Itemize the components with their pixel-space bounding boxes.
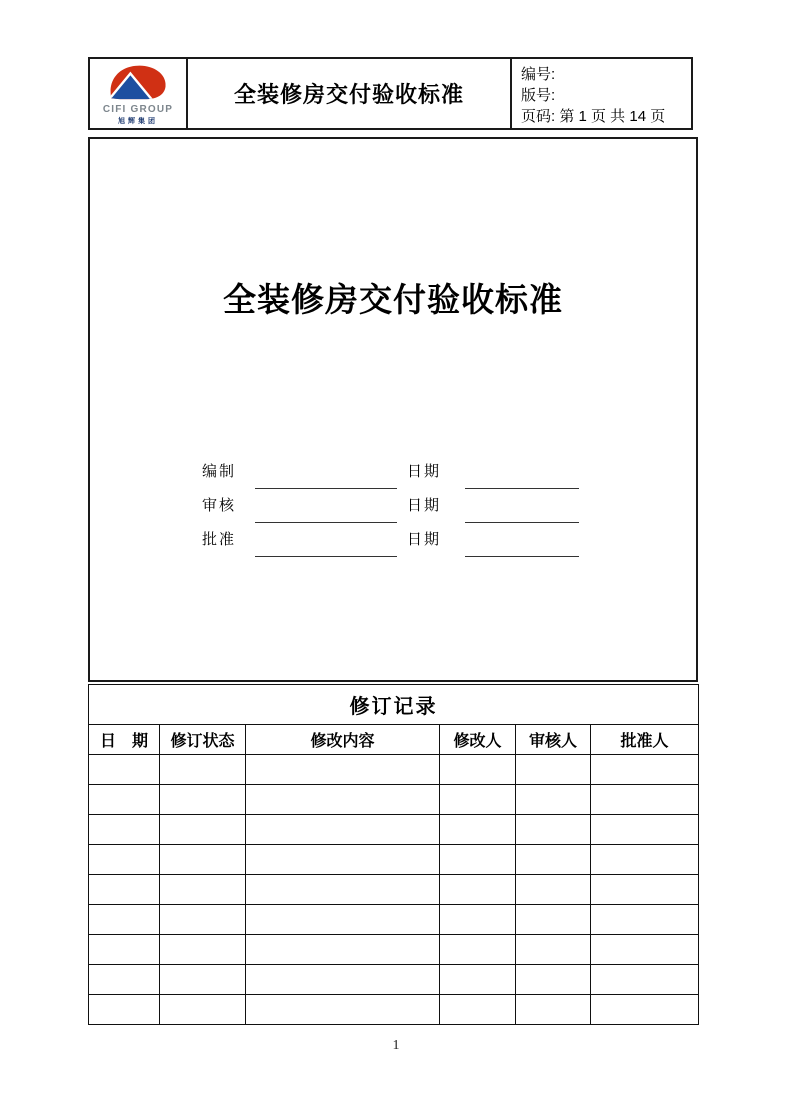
signature-blank-line xyxy=(255,497,397,523)
revision-record-table xyxy=(88,684,699,1025)
revision-empty-cell xyxy=(591,755,699,785)
revision-empty-cell xyxy=(89,785,160,815)
revision-empty-cell xyxy=(160,815,246,845)
revision-empty-cell xyxy=(246,755,440,785)
revision-empty-cell xyxy=(160,875,246,905)
revision-empty-row xyxy=(89,995,699,1025)
revision-table-header-row xyxy=(89,725,699,755)
logo-group-name: CIFI GROUP xyxy=(102,104,174,115)
revision-empty-cell xyxy=(89,905,160,935)
header-info-cell xyxy=(510,59,691,128)
revision-empty-cell xyxy=(246,995,440,1025)
revision-empty-cell xyxy=(89,875,160,905)
column-header-reviewer: 审核人 xyxy=(516,725,591,755)
revision-empty-cell xyxy=(440,845,516,875)
logo-company-name: 旭辉集团 xyxy=(118,118,158,125)
revision-empty-cell xyxy=(440,785,516,815)
revision-empty-cell xyxy=(591,815,699,845)
revision-empty-cell xyxy=(89,965,160,995)
revision-empty-cell xyxy=(160,965,246,995)
revision-empty-cell xyxy=(440,965,516,995)
revision-empty-cell xyxy=(440,755,516,785)
revision-empty-cell xyxy=(160,905,246,935)
revision-empty-cell xyxy=(591,905,699,935)
revision-empty-cell xyxy=(591,965,699,995)
revision-empty-cell xyxy=(160,785,246,815)
revision-empty-row xyxy=(89,815,699,845)
revision-empty-cell xyxy=(89,995,160,1025)
column-header-modifier: 修改人 xyxy=(440,725,516,755)
revision-empty-cell xyxy=(246,965,440,995)
signoff-block xyxy=(202,463,582,565)
revision-empty-cell xyxy=(516,875,591,905)
document-header xyxy=(88,57,693,130)
revision-empty-cell xyxy=(516,965,591,995)
revision-empty-row xyxy=(89,845,699,875)
revision-empty-cell xyxy=(89,755,160,785)
signoff-role-label: 审核 xyxy=(202,498,237,514)
header-document-title: 全装修房交付验收标准 xyxy=(233,82,464,107)
revision-empty-cell xyxy=(246,905,440,935)
signoff-role-label: 编制 xyxy=(202,464,237,480)
logo-cell xyxy=(90,59,188,128)
revision-empty-cell xyxy=(89,815,160,845)
column-header-revision-status: 修订状态 xyxy=(160,725,246,755)
page-number: 1 xyxy=(392,1038,400,1053)
revision-empty-cell xyxy=(160,845,246,875)
cover-title: 全装修房交付验收标准 xyxy=(223,281,563,318)
revision-empty-cell xyxy=(89,935,160,965)
cover-box xyxy=(88,137,698,682)
revision-empty-cell xyxy=(246,845,440,875)
date-blank-line xyxy=(465,531,579,557)
signature-blank-line xyxy=(255,531,397,557)
revision-table-title: 修订记录 xyxy=(89,685,699,725)
revision-empty-cell xyxy=(591,785,699,815)
signoff-row-approved xyxy=(202,531,582,565)
revision-empty-row xyxy=(89,875,699,905)
doc-number-label: 编号: xyxy=(521,66,556,83)
column-header-modification-content: 修改内容 xyxy=(246,725,440,755)
revision-empty-cell xyxy=(516,995,591,1025)
revision-empty-row xyxy=(89,785,699,815)
revision-empty-cell xyxy=(246,785,440,815)
revision-empty-row xyxy=(89,755,699,785)
revision-empty-cell xyxy=(246,935,440,965)
revision-empty-cell xyxy=(440,875,516,905)
revision-empty-cell xyxy=(160,755,246,785)
revision-empty-cell xyxy=(246,875,440,905)
column-header-approver: 批准人 xyxy=(591,725,699,755)
revision-empty-cell xyxy=(591,845,699,875)
date-label: 日期 xyxy=(407,498,442,514)
revision-empty-cell xyxy=(440,995,516,1025)
revision-empty-cell xyxy=(516,815,591,845)
column-header-date: 日 期 xyxy=(89,725,160,755)
revision-empty-cell xyxy=(440,815,516,845)
doc-page-label: 页码: 第 1 页 共 14 页 xyxy=(521,108,666,125)
date-label: 日期 xyxy=(407,464,442,480)
revision-empty-cell xyxy=(516,755,591,785)
date-blank-line xyxy=(465,463,579,489)
revision-empty-cell xyxy=(516,785,591,815)
doc-version-label: 版号: xyxy=(521,87,556,104)
signoff-role-label: 批准 xyxy=(202,532,237,548)
signature-blank-line xyxy=(255,463,397,489)
revision-empty-cell xyxy=(591,875,699,905)
revision-empty-cell xyxy=(440,905,516,935)
revision-empty-row xyxy=(89,935,699,965)
date-label: 日期 xyxy=(407,532,442,548)
revision-empty-cell xyxy=(246,815,440,845)
cifi-logo-icon xyxy=(107,63,169,103)
revision-table-title-row xyxy=(89,685,699,725)
revision-empty-cell xyxy=(160,935,246,965)
revision-empty-cell xyxy=(591,935,699,965)
revision-empty-cell xyxy=(160,995,246,1025)
signoff-row-reviewed xyxy=(202,497,582,531)
revision-empty-cell xyxy=(516,905,591,935)
revision-empty-cell xyxy=(516,845,591,875)
revision-empty-row xyxy=(89,905,699,935)
signoff-row-prepared xyxy=(202,463,582,497)
revision-empty-row xyxy=(89,965,699,995)
revision-empty-cell xyxy=(89,845,160,875)
revision-empty-cell xyxy=(440,935,516,965)
date-blank-line xyxy=(465,497,579,523)
revision-empty-cell xyxy=(591,995,699,1025)
revision-empty-cell xyxy=(516,935,591,965)
revision-table-empty-rows xyxy=(89,755,699,1025)
